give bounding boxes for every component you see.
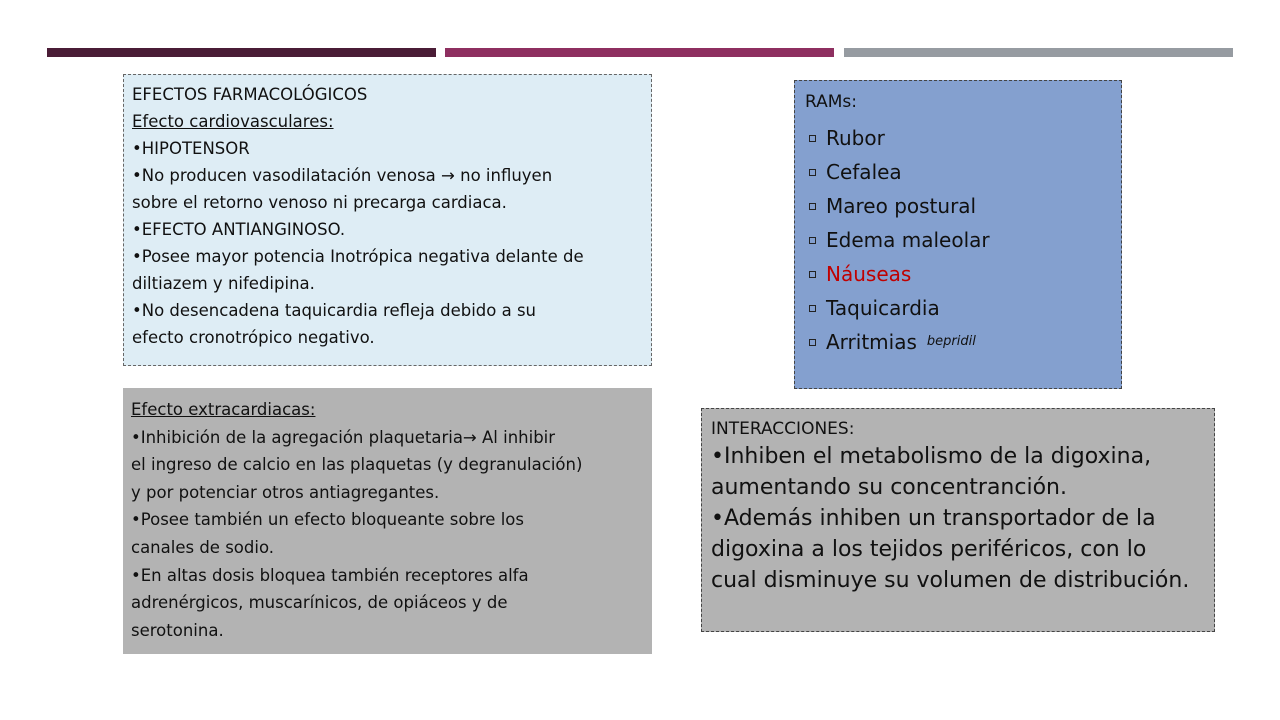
checkbox-square-icon: [809, 169, 816, 176]
extra-line: serotonina.: [131, 620, 224, 640]
efectos-line: •No producen vasodilatación venosa → no influyen: [132, 166, 553, 185]
checkbox-square-icon: [809, 339, 816, 346]
ram-item-label: Arritmias: [826, 330, 917, 354]
interacciones-line: digoxina a los tejidos periféricos, con lo: [711, 537, 1147, 562]
accent-bar-gray: [844, 48, 1233, 57]
interacciones-box: [701, 408, 1215, 632]
efecto-extracardiacas-box: [123, 388, 652, 654]
accent-bar-dark: [47, 48, 436, 57]
efectos-line: •EFECTO ANTIANGINOSO.: [132, 220, 346, 239]
rams-title: RAMs:: [805, 92, 858, 112]
efectos-farmacologicos-box: [123, 74, 652, 366]
checkbox-square-icon: [809, 237, 816, 244]
efectos-line: •Posee mayor potencia Inotrópica negativa delante de: [132, 247, 584, 266]
rams-box: [794, 80, 1122, 389]
ram-item-label: Taquicardia: [826, 296, 940, 320]
ram-item: [805, 223, 1111, 257]
ram-item: [805, 189, 1111, 223]
ram-item: [805, 257, 1111, 291]
extra-line: y por potenciar otros antiagregantes.: [131, 482, 440, 502]
efectos-line: sobre el retorno venoso ni precarga cardiaca.: [132, 193, 507, 212]
extra-line: •Inhibición de la agregación plaquetaria→ Al inhibir: [131, 427, 556, 447]
efectos-line: •HIPOTENSOR: [132, 139, 250, 158]
interacciones-title: INTERACCIONES:: [711, 419, 855, 439]
extra-line: el ingreso de calcio en las plaquetas (y degranulación): [131, 455, 583, 475]
ram-item: [805, 291, 1111, 325]
ram-item: [805, 121, 1111, 155]
interacciones-line: •Inhiben el metabolismo de la digoxina,: [711, 444, 1152, 469]
ram-item-label-highlight: Náuseas: [826, 262, 912, 286]
interacciones-line: •Además inhiben un transportador de la: [711, 506, 1156, 531]
accent-bar-magenta: [445, 48, 834, 57]
efectos-subtitle: Efecto cardiovasculares:: [132, 112, 334, 131]
efectos-line: •No desencadena taquicardia refleja debido a su: [132, 301, 537, 320]
ram-item-label: Mareo postural: [826, 194, 977, 218]
efectos-title: EFECTOS FARMACOLÓGICOS: [132, 85, 368, 104]
ram-item-label: Rubor: [826, 126, 885, 150]
ram-item: [805, 155, 1111, 189]
efectos-line: diltiazem y nifedipina.: [132, 274, 315, 293]
ram-item-label: Edema maleolar: [826, 228, 990, 252]
interacciones-line: cual disminuye su volumen de distribución.: [711, 568, 1190, 593]
extra-line: canales de sodio.: [131, 537, 274, 557]
extra-title: Efecto extracardiacas:: [131, 400, 316, 419]
checkbox-square-icon: [809, 203, 816, 210]
interacciones-line: aumentando su concentranción.: [711, 475, 1067, 500]
checkbox-square-icon: [809, 271, 816, 278]
checkbox-square-icon: [809, 305, 816, 312]
ram-item-note: bepridil: [926, 334, 976, 349]
checkbox-square-icon: [809, 135, 816, 142]
extra-line: adrenérgicos, muscarínicos, de opiáceos y de: [131, 593, 508, 613]
extra-line: •Posee también un efecto bloqueante sobre los: [131, 510, 524, 530]
ram-item: [805, 325, 1111, 359]
ram-item-label: Cefalea: [826, 160, 902, 184]
extra-line: •En altas dosis bloquea también receptores alfa: [131, 565, 529, 585]
efectos-line: efecto cronotrópico negativo.: [132, 328, 375, 347]
